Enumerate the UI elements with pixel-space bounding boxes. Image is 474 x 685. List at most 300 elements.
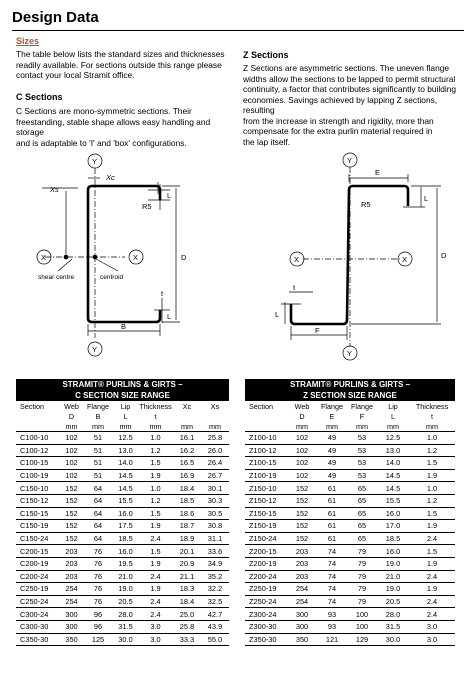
col-header: Flange	[321, 401, 343, 411]
value-cell: 152	[287, 532, 317, 545]
value-cell: 3.0	[409, 633, 455, 646]
table-row	[245, 620, 455, 633]
c-table-symbols	[16, 411, 229, 421]
z-d-label: D	[441, 251, 447, 260]
col-header: Flange	[87, 401, 109, 411]
z-table-body	[245, 432, 455, 646]
z-e-label: E	[375, 168, 381, 177]
sizes-heading: Sizes	[16, 36, 40, 46]
c-x-right: X	[133, 253, 139, 262]
value-cell: 16.0	[377, 507, 409, 520]
section-cell: Z150-12	[245, 494, 287, 507]
z-table-column-headers	[245, 401, 455, 411]
table-row	[16, 557, 229, 570]
title-rule	[12, 30, 464, 31]
col-header: Thickness	[139, 401, 172, 411]
value-cell: 18.5	[113, 532, 138, 545]
value-cell: 18.5	[377, 532, 409, 545]
value-cell: 76	[83, 557, 113, 570]
table-row	[245, 507, 455, 520]
value-cell: 18.6	[173, 507, 201, 520]
z-section-line: Z Sections are asymmetric sections. The uneven flange	[243, 63, 450, 73]
value-cell: 51	[83, 432, 113, 445]
c-d-label: D	[181, 253, 187, 262]
value-cell: 102	[60, 469, 83, 482]
table-row	[16, 482, 229, 495]
value-cell: 20.9	[173, 557, 201, 570]
c-section-heading: C Sections	[16, 92, 63, 102]
value-cell: 102	[60, 457, 83, 470]
value-cell: 96	[83, 608, 113, 621]
table-row	[16, 469, 229, 482]
value-cell: 33.3	[173, 633, 201, 646]
value-cell: 2.4	[138, 608, 173, 621]
sizes-line: The table below lists the standard sizes and thicknesses	[16, 49, 225, 59]
section-cell: Z100-10	[245, 432, 287, 445]
value-cell: 203	[287, 557, 317, 570]
value-cell: 61	[317, 494, 347, 507]
col-unit: mm	[60, 421, 83, 432]
section-cell: Z100-15	[245, 457, 287, 470]
value-cell: 93	[317, 620, 347, 633]
c-section-table	[16, 379, 229, 646]
value-cell: 1.2	[138, 444, 173, 457]
value-cell: 16.0	[113, 507, 138, 520]
value-cell: 17.5	[113, 520, 138, 533]
value-cell: 1.9	[409, 520, 455, 533]
table-row	[245, 532, 455, 545]
value-cell: 16.2	[173, 444, 201, 457]
value-cell: 74	[317, 583, 347, 596]
col-header: Thickness	[415, 401, 449, 411]
value-cell: 14.0	[113, 457, 138, 470]
value-cell: 2.4	[409, 608, 455, 621]
value-cell: 2.4	[409, 570, 455, 583]
section-cell: C100-19	[16, 469, 60, 482]
value-cell: 2.4	[409, 595, 455, 608]
value-cell: 21.0	[377, 570, 409, 583]
z-y-bottom: Y	[347, 349, 353, 358]
table-row	[245, 482, 455, 495]
value-cell: 102	[287, 469, 317, 482]
value-cell: 1.5	[409, 507, 455, 520]
value-cell: 1.5	[138, 507, 173, 520]
c-xs-label: Xs	[50, 185, 59, 194]
value-cell: 30.1	[201, 482, 229, 495]
value-cell: 25.8	[173, 620, 201, 633]
value-cell: 19.0	[377, 583, 409, 596]
value-cell: 65	[347, 532, 377, 545]
value-cell: 254	[287, 583, 317, 596]
table-row	[16, 570, 229, 583]
table-row	[16, 494, 229, 507]
z-section-line: from the increase in strength and rigidity, more than	[243, 115, 434, 126]
value-cell: 1.2	[138, 494, 173, 507]
col-header: Lip	[120, 401, 131, 411]
value-cell: 18.7	[173, 520, 201, 533]
value-cell: 76	[83, 595, 113, 608]
col-header: Section	[249, 401, 273, 411]
value-cell: 25.8	[201, 432, 229, 445]
col-header: Web	[294, 401, 310, 411]
c-section-diagram	[30, 148, 235, 363]
value-cell: 102	[287, 432, 317, 445]
value-cell: 300	[60, 608, 83, 621]
c-section-text	[16, 106, 238, 148]
col-symbol: F	[359, 411, 365, 421]
value-cell: 152	[60, 520, 83, 533]
value-cell: 14.5	[113, 469, 138, 482]
table-row	[16, 545, 229, 558]
table-row	[245, 444, 455, 457]
section-cell: C250-24	[16, 595, 60, 608]
value-cell: 51	[83, 444, 113, 457]
section-cell: Z200-15	[245, 545, 287, 558]
value-cell: 2.4	[138, 570, 173, 583]
table-row	[16, 520, 229, 533]
table-row	[16, 583, 229, 596]
value-cell: 65	[347, 482, 377, 495]
table-row	[245, 583, 455, 596]
value-cell: 16.1	[173, 432, 201, 445]
value-cell: 19.5	[113, 557, 138, 570]
section-cell: Z350-30	[245, 633, 287, 646]
value-cell: 51	[83, 469, 113, 482]
z-section-heading: Z Sections	[243, 50, 289, 60]
value-cell: 18.3	[173, 583, 201, 596]
value-cell: 49	[317, 457, 347, 470]
value-cell: 152	[60, 494, 83, 507]
col-unit: mm	[138, 421, 173, 432]
value-cell: 61	[317, 482, 347, 495]
value-cell: 20.1	[173, 545, 201, 558]
value-cell: 30.5	[201, 507, 229, 520]
section-cell: Z150-10	[245, 482, 287, 495]
c-t-label: t	[161, 289, 164, 298]
value-cell: 100	[347, 608, 377, 621]
c-section-line: freestanding, stable shape allows easy handling and storage	[16, 116, 211, 137]
col-symbol	[16, 411, 60, 421]
col-symbol: D	[68, 411, 75, 421]
section-cell: C200-15	[16, 545, 60, 558]
value-cell: 12.5	[113, 432, 138, 445]
col-symbol: D	[299, 411, 305, 421]
sizes-line: readily available. For sections outside this range please	[16, 59, 222, 70]
table-row	[16, 432, 229, 445]
value-cell: 102	[60, 444, 83, 457]
value-cell: 76	[83, 570, 113, 583]
value-cell: 76	[83, 583, 113, 596]
value-cell: 1.5	[138, 457, 173, 470]
value-cell: 152	[60, 507, 83, 520]
value-cell: 74	[317, 557, 347, 570]
z-section-line: continuity, a factor that contributes significantly to building	[243, 84, 457, 94]
sizes-text	[16, 49, 231, 81]
value-cell: 61	[317, 507, 347, 520]
section-cell: C200-19	[16, 557, 60, 570]
value-cell: 203	[60, 570, 83, 583]
c-l-bottom: L	[167, 312, 172, 321]
value-cell: 300	[287, 608, 317, 621]
table-row	[16, 532, 229, 545]
value-cell: 102	[60, 432, 83, 445]
value-cell: 16.5	[173, 457, 201, 470]
z-section-line: compensate for the extra purlin material required in	[243, 126, 433, 136]
value-cell: 16.0	[113, 545, 138, 558]
value-cell: 254	[60, 595, 83, 608]
col-header: Flange	[351, 401, 373, 411]
value-cell: 26.7	[201, 469, 229, 482]
page-title: Design Data	[12, 9, 99, 26]
value-cell: 203	[287, 570, 317, 583]
value-cell: 15.5	[113, 494, 138, 507]
section-cell: C350-30	[16, 633, 60, 646]
value-cell: 1.2	[409, 494, 455, 507]
section-cell: C150-24	[16, 532, 60, 545]
value-cell: 18.4	[173, 482, 201, 495]
section-cell: C300-30	[16, 620, 60, 633]
value-cell: 152	[287, 520, 317, 533]
section-cell: C200-24	[16, 570, 60, 583]
section-cell: Z150-15	[245, 507, 287, 520]
value-cell: 203	[60, 557, 83, 570]
section-cell: C300-24	[16, 608, 60, 621]
table-row	[245, 545, 455, 558]
section-cell: Z150-24	[245, 532, 287, 545]
value-cell: 53	[347, 469, 377, 482]
c-x-left: X	[41, 253, 47, 262]
col-symbol: L	[391, 411, 395, 421]
value-cell: 1.9	[138, 583, 173, 596]
value-cell: 64	[83, 507, 113, 520]
value-cell: 65	[347, 494, 377, 507]
value-cell: 31.1	[201, 532, 229, 545]
value-cell: 32.2	[201, 583, 229, 596]
value-cell: 203	[287, 545, 317, 558]
section-cell: Z100-12	[245, 444, 287, 457]
z-section-table	[245, 379, 455, 646]
value-cell: 1.9	[138, 520, 173, 533]
z-t-label: t	[293, 283, 296, 292]
value-cell: 21.0	[113, 570, 138, 583]
value-cell: 1.9	[409, 557, 455, 570]
z-table-title-1: STRAMIT® PURLINS & GIRTS –	[245, 379, 455, 390]
value-cell: 53	[347, 444, 377, 457]
value-cell: 65	[347, 507, 377, 520]
section-cell: C250-19	[16, 583, 60, 596]
value-cell: 350	[287, 633, 317, 646]
value-cell: 3.0	[409, 620, 455, 633]
col-header: Lip	[388, 401, 398, 411]
col-symbol: L	[123, 411, 128, 421]
value-cell: 102	[287, 444, 317, 457]
z-l-bottom: L	[275, 310, 280, 319]
value-cell: 30.0	[377, 633, 409, 646]
col-symbol: t	[154, 411, 157, 421]
c-table-units	[16, 421, 229, 432]
table-row	[16, 507, 229, 520]
value-cell: 125	[83, 633, 113, 646]
section-cell: C100-10	[16, 432, 60, 445]
value-cell: 1.0	[409, 482, 455, 495]
value-cell: 79	[347, 595, 377, 608]
value-cell: 18.5	[173, 494, 201, 507]
table-row	[245, 494, 455, 507]
table-row	[245, 570, 455, 583]
value-cell: 102	[287, 457, 317, 470]
z-l-top: L	[424, 194, 429, 203]
value-cell: 30.3	[201, 494, 229, 507]
value-cell: 13.0	[377, 444, 409, 457]
value-cell: 79	[347, 583, 377, 596]
value-cell: 20.5	[113, 595, 138, 608]
table-row	[16, 620, 229, 633]
value-cell: 1.0	[138, 432, 173, 445]
table-row	[245, 557, 455, 570]
c-b-label: B	[121, 322, 127, 331]
section-cell: Z200-19	[245, 557, 287, 570]
z-y-top: Y	[347, 156, 353, 165]
col-symbol: E	[329, 411, 335, 421]
value-cell: 1.0	[138, 482, 173, 495]
value-cell: 152	[60, 482, 83, 495]
value-cell: 61	[317, 520, 347, 533]
value-cell: 74	[317, 545, 347, 558]
value-cell: 254	[60, 583, 83, 596]
value-cell: 26.4	[201, 457, 229, 470]
section-cell: C150-12	[16, 494, 60, 507]
value-cell: 121	[317, 633, 347, 646]
value-cell: 30.0	[113, 633, 138, 646]
c-r5-label: R5	[142, 202, 152, 211]
value-cell: 43.9	[201, 620, 229, 633]
value-cell: 31.5	[377, 620, 409, 633]
value-cell: 28.0	[377, 608, 409, 621]
value-cell: 79	[347, 570, 377, 583]
z-table-title-2: Z SECTION SIZE RANGE	[245, 390, 455, 401]
col-symbol	[201, 411, 229, 421]
value-cell: 49	[317, 444, 347, 457]
value-cell: 64	[83, 520, 113, 533]
value-cell: 1.2	[409, 444, 455, 457]
value-cell: 49	[317, 469, 347, 482]
col-unit: mm	[409, 421, 455, 432]
table-row	[245, 595, 455, 608]
col-symbol	[245, 411, 287, 421]
z-section-line: economies. Savings achieved by lapping Z sections, resulting	[243, 94, 438, 115]
value-cell: 3.0	[138, 620, 173, 633]
value-cell: 152	[287, 494, 317, 507]
table-row	[245, 633, 455, 646]
value-cell: 152	[60, 532, 83, 545]
value-cell: 51	[83, 457, 113, 470]
c-xc-label: Xc	[106, 173, 115, 182]
section-cell: Z300-30	[245, 620, 287, 633]
section-cell: Z250-24	[245, 595, 287, 608]
section-cell: Z150-19	[245, 520, 287, 533]
z-section-line: widths allow the sections to be lapped to permit structural	[243, 73, 456, 84]
section-cell: Z250-19	[245, 583, 287, 596]
value-cell: 42.7	[201, 608, 229, 621]
c-section-line: C Sections are mono-symmetric sections. Their	[16, 106, 192, 116]
c-table-body	[16, 432, 229, 646]
table-row	[16, 633, 229, 646]
value-cell: 13.0	[113, 444, 138, 457]
col-unit: mm	[173, 421, 201, 432]
table-row	[245, 432, 455, 445]
value-cell: 18.9	[173, 532, 201, 545]
col-header: Section	[20, 401, 44, 411]
col-header: Xs	[210, 401, 220, 411]
c-table-title-1: STRAMIT® PURLINS & GIRTS –	[16, 379, 229, 390]
col-unit: mm	[377, 421, 409, 432]
col-header: Xc	[182, 401, 192, 411]
value-cell: 21.1	[173, 570, 201, 583]
value-cell: 64	[83, 532, 113, 545]
z-f-label: F	[315, 326, 320, 335]
value-cell: 64	[83, 494, 113, 507]
value-cell: 3.0	[138, 633, 173, 646]
z-x-left: X	[294, 255, 300, 264]
value-cell: 152	[287, 482, 317, 495]
section-cell: Z300-24	[245, 608, 287, 621]
value-cell: 1.9	[409, 583, 455, 596]
value-cell: 14.5	[113, 482, 138, 495]
value-cell: 35.2	[201, 570, 229, 583]
col-unit: mm	[113, 421, 138, 432]
value-cell: 1.5	[138, 545, 173, 558]
sizes-line: contact your local Stramit office.	[16, 70, 135, 80]
z-section-line: the lap itself.	[243, 136, 291, 147]
table-row	[16, 444, 229, 457]
c-centroid-label: centroid	[100, 274, 124, 281]
value-cell: 12.5	[377, 432, 409, 445]
value-cell: 74	[317, 570, 347, 583]
value-cell: 19.0	[113, 583, 138, 596]
col-unit: mm	[347, 421, 377, 432]
value-cell: 61	[317, 532, 347, 545]
value-cell: 49	[317, 432, 347, 445]
value-cell: 76	[83, 545, 113, 558]
col-symbol: B	[95, 411, 101, 421]
value-cell: 100	[347, 620, 377, 633]
value-cell: 254	[287, 595, 317, 608]
value-cell: 1.0	[409, 432, 455, 445]
c-l-top: L	[167, 191, 172, 200]
section-cell: C150-10	[16, 482, 60, 495]
value-cell: 64	[83, 482, 113, 495]
value-cell: 65	[347, 520, 377, 533]
table-row	[16, 595, 229, 608]
col-unit	[16, 421, 60, 432]
c-table-title-2: C SECTION SIZE RANGE	[16, 390, 229, 401]
value-cell: 96	[83, 620, 113, 633]
value-cell: 1.5	[409, 457, 455, 470]
value-cell: 18.4	[173, 595, 201, 608]
value-cell: 28.0	[113, 608, 138, 621]
value-cell: 26.0	[201, 444, 229, 457]
value-cell: 300	[287, 620, 317, 633]
value-cell: 19.0	[377, 557, 409, 570]
col-unit: mm	[317, 421, 347, 432]
value-cell: 79	[347, 557, 377, 570]
table-row	[16, 608, 229, 621]
value-cell: 1.9	[409, 469, 455, 482]
value-cell: 350	[60, 633, 83, 646]
value-cell: 203	[60, 545, 83, 558]
section-cell: C100-12	[16, 444, 60, 457]
value-cell: 53	[347, 457, 377, 470]
